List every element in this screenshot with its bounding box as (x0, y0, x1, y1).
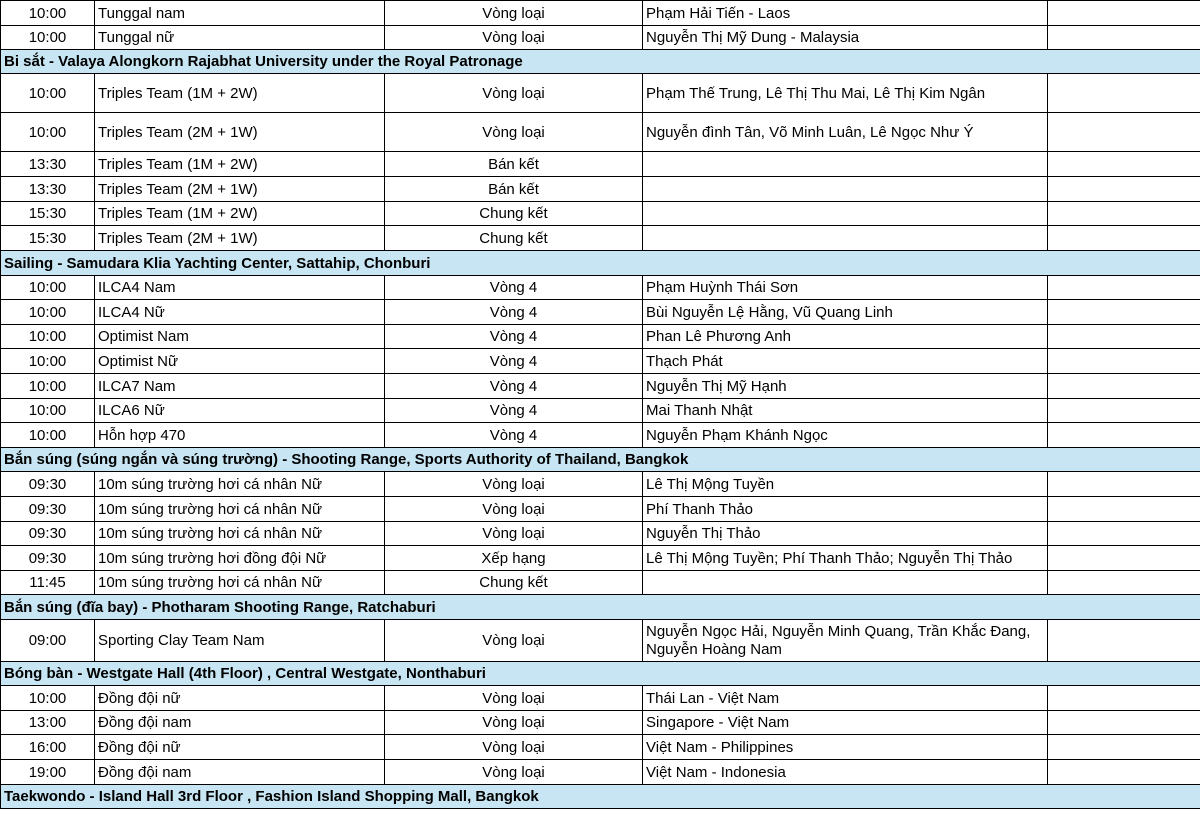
event-cell[interactable]: 10m súng trường hơi đồng đội Nữ (95, 546, 385, 571)
athletes-cell[interactable] (643, 571, 1048, 595)
extra-cell[interactable] (1048, 571, 1200, 595)
schedule-table-body (1, 1, 1200, 809)
round-cell[interactable]: Vòng 4 (385, 300, 643, 325)
event-cell[interactable]: 10m súng trường hơi cá nhân Nữ (95, 571, 385, 595)
round-cell[interactable]: Chung kết (385, 571, 643, 595)
athletes-cell[interactable]: Lê Thị Mộng Tuyền; Phí Thanh Thảo; Nguyễn Thị Thảo (643, 546, 1048, 571)
event-row (1, 202, 1200, 226)
event-row (1, 276, 1200, 300)
athletes-cell[interactable]: Nguyễn Ngọc Hải, Nguyễn Minh Quang, Trần Khắc Đang, Nguyễn Hoàng Nam (643, 620, 1048, 662)
time-cell[interactable]: 09:30 (1, 497, 95, 522)
athletes-cell[interactable]: Nguyễn Thị Mỹ Hạnh (643, 374, 1048, 399)
time-cell[interactable]: 09:30 (1, 522, 95, 546)
event-cell[interactable]: Optimist Nữ (95, 349, 385, 374)
round-cell[interactable]: Vòng loại (385, 620, 643, 662)
section-header-cell[interactable]: Sailing - Samudara Klia Yachting Center, Sattahip, Chonburi (1, 251, 1200, 276)
round-cell[interactable]: Vòng loại (385, 472, 643, 497)
event-row (1, 760, 1200, 785)
time-cell[interactable]: 13:30 (1, 152, 95, 177)
time-cell[interactable]: 09:30 (1, 546, 95, 571)
event-row (1, 300, 1200, 325)
event-cell[interactable]: Đồng đội nam (95, 711, 385, 735)
time-cell[interactable]: 09:00 (1, 620, 95, 662)
extra-cell[interactable] (1048, 113, 1200, 152)
event-row (1, 472, 1200, 497)
round-cell[interactable]: Vòng loại (385, 760, 643, 785)
event-row (1, 711, 1200, 735)
extra-cell[interactable] (1048, 300, 1200, 325)
athletes-cell[interactable]: Phí Thanh Thảo (643, 497, 1048, 522)
event-cell[interactable]: ILCA7 Nam (95, 374, 385, 399)
athletes-cell[interactable]: Lê Thị Mộng Tuyền (643, 472, 1048, 497)
event-cell[interactable]: ILCA6 Nữ (95, 399, 385, 423)
event-row (1, 26, 1200, 50)
time-cell[interactable]: 13:00 (1, 711, 95, 735)
athletes-cell[interactable]: Phạm Hải Tiến - Laos (643, 1, 1048, 26)
round-cell[interactable]: Vòng 4 (385, 399, 643, 423)
event-row (1, 325, 1200, 349)
event-row (1, 374, 1200, 399)
time-cell[interactable]: 10:00 (1, 1, 95, 26)
round-cell[interactable]: Vòng 4 (385, 276, 643, 300)
event-cell[interactable]: 10m súng trường hơi cá nhân Nữ (95, 497, 385, 522)
athletes-cell[interactable]: Nguyễn Thị Thảo (643, 522, 1048, 546)
time-cell[interactable]: 10:00 (1, 113, 95, 152)
time-cell[interactable]: 11:45 (1, 571, 95, 595)
event-cell[interactable]: 10m súng trường hơi cá nhân Nữ (95, 522, 385, 546)
extra-cell[interactable] (1048, 226, 1200, 251)
section-header-row (1, 448, 1200, 472)
event-row (1, 571, 1200, 595)
round-cell[interactable]: Chung kết (385, 202, 643, 226)
round-cell[interactable]: Vòng loại (385, 74, 643, 113)
athletes-cell[interactable]: Việt Nam - Indonesia (643, 760, 1048, 785)
event-row (1, 497, 1200, 522)
event-cell[interactable]: Triples Team (2M + 1W) (95, 226, 385, 251)
time-cell[interactable]: 10:00 (1, 26, 95, 50)
time-cell[interactable]: 13:30 (1, 177, 95, 202)
extra-cell[interactable] (1048, 177, 1200, 202)
time-cell[interactable]: 09:30 (1, 472, 95, 497)
extra-cell[interactable] (1048, 522, 1200, 546)
time-cell[interactable]: 10:00 (1, 349, 95, 374)
athletes-cell[interactable]: Singapore - Việt Nam (643, 711, 1048, 735)
extra-cell[interactable] (1048, 423, 1200, 448)
extra-cell[interactable] (1048, 276, 1200, 300)
section-header-cell[interactable]: Taekwondo - Island Hall 3rd Floor , Fashion Island Shopping Mall, Bangkok (1, 785, 1200, 809)
event-row (1, 399, 1200, 423)
time-cell[interactable]: 10:00 (1, 74, 95, 113)
athletes-cell[interactable] (643, 177, 1048, 202)
event-cell[interactable]: ILCA4 Nam (95, 276, 385, 300)
event-cell[interactable]: Đồng đội nữ (95, 735, 385, 760)
event-row (1, 522, 1200, 546)
athletes-cell[interactable]: Thái Lan - Việt Nam (643, 686, 1048, 711)
round-cell[interactable]: Vòng 4 (385, 349, 643, 374)
event-row (1, 546, 1200, 571)
round-cell[interactable]: Vòng loại (385, 522, 643, 546)
round-cell[interactable]: Vòng loại (385, 735, 643, 760)
event-cell[interactable]: Tunggal nữ (95, 26, 385, 50)
extra-cell[interactable] (1048, 74, 1200, 113)
athletes-cell[interactable]: Phan Lê Phương Anh (643, 325, 1048, 349)
event-cell[interactable]: Optimist Nam (95, 325, 385, 349)
extra-cell[interactable] (1048, 497, 1200, 522)
round-cell[interactable]: Vòng loại (385, 686, 643, 711)
athletes-cell[interactable]: Nguyễn Thị Mỹ Dung - Malaysia (643, 26, 1048, 50)
event-row (1, 423, 1200, 448)
round-cell[interactable]: Bán kết (385, 177, 643, 202)
athletes-cell[interactable]: Thạch Phát (643, 349, 1048, 374)
round-cell[interactable]: Vòng loại (385, 26, 643, 50)
event-cell[interactable]: Sporting Clay Team Nam (95, 620, 385, 662)
event-row (1, 177, 1200, 202)
athletes-cell[interactable]: Mai Thanh Nhật (643, 399, 1048, 423)
round-cell[interactable]: Vòng loại (385, 497, 643, 522)
extra-cell[interactable] (1048, 1, 1200, 26)
event-cell[interactable]: Triples Team (2M + 1W) (95, 113, 385, 152)
time-cell[interactable]: 10:00 (1, 374, 95, 399)
athletes-cell[interactable]: Việt Nam - Philippines (643, 735, 1048, 760)
athletes-cell[interactable] (643, 152, 1048, 177)
extra-cell[interactable] (1048, 152, 1200, 177)
event-row (1, 686, 1200, 711)
time-cell[interactable]: 10:00 (1, 686, 95, 711)
section-header-row (1, 595, 1200, 620)
event-cell[interactable]: 10m súng trường hơi cá nhân Nữ (95, 472, 385, 497)
extra-cell[interactable] (1048, 325, 1200, 349)
time-cell[interactable]: 15:30 (1, 226, 95, 251)
time-cell[interactable]: 10:00 (1, 325, 95, 349)
round-cell[interactable]: Chung kết (385, 226, 643, 251)
extra-cell[interactable] (1048, 202, 1200, 226)
time-cell[interactable]: 10:00 (1, 276, 95, 300)
athletes-cell[interactable]: Nguyễn Phạm Khánh Ngọc (643, 423, 1048, 448)
extra-cell[interactable] (1048, 399, 1200, 423)
round-cell[interactable]: Vòng loại (385, 113, 643, 152)
event-row (1, 226, 1200, 251)
time-cell[interactable]: 10:00 (1, 300, 95, 325)
extra-cell[interactable] (1048, 472, 1200, 497)
athletes-cell[interactable]: Bùi Nguyễn Lệ Hằng, Vũ Quang Linh (643, 300, 1048, 325)
event-cell[interactable]: Tunggal nam (95, 1, 385, 26)
event-cell[interactable]: Triples Team (2M + 1W) (95, 177, 385, 202)
event-row (1, 620, 1200, 662)
athletes-cell[interactable]: Nguyễn đình Tân, Võ Minh Luân, Lê Ngọc Như Ý (643, 113, 1048, 152)
athletes-cell[interactable]: Phạm Thế Trung, Lê Thị Thu Mai, Lê Thị Kim Ngân (643, 74, 1048, 113)
extra-cell[interactable] (1048, 760, 1200, 785)
section-header-cell[interactable]: Bi sắt - Valaya Alongkorn Rajabhat University under the Royal Patronage (1, 50, 1200, 74)
time-cell[interactable]: 10:00 (1, 423, 95, 448)
event-row (1, 152, 1200, 177)
round-cell[interactable]: Vòng 4 (385, 423, 643, 448)
round-cell[interactable]: Bán kết (385, 152, 643, 177)
section-header-cell[interactable]: Bắn súng (súng ngắn và súng trường) - Shooting Range, Sports Authority of Thailand, Bangkok (1, 448, 1200, 472)
extra-cell[interactable] (1048, 620, 1200, 662)
extra-cell[interactable] (1048, 374, 1200, 399)
event-row (1, 74, 1200, 113)
extra-cell[interactable] (1048, 349, 1200, 374)
section-header-row (1, 785, 1200, 809)
extra-cell[interactable] (1048, 735, 1200, 760)
extra-cell[interactable] (1048, 546, 1200, 571)
event-row (1, 113, 1200, 152)
event-row (1, 1, 1200, 26)
event-cell[interactable]: Đồng đội nam (95, 760, 385, 785)
time-cell[interactable]: 10:00 (1, 399, 95, 423)
event-row (1, 735, 1200, 760)
time-cell[interactable]: 15:30 (1, 202, 95, 226)
section-header-row (1, 50, 1200, 74)
extra-cell[interactable] (1048, 26, 1200, 50)
athletes-cell[interactable]: Phạm Huỳnh Thái Sơn (643, 276, 1048, 300)
round-cell[interactable]: Xếp hạng (385, 546, 643, 571)
section-header-cell[interactable]: Bắn súng (đĩa bay) - Photharam Shooting Range, Ratchaburi (1, 595, 1200, 620)
section-header-cell[interactable]: Bóng bàn - Westgate Hall (4th Floor) , Central Westgate, Nonthaburi (1, 662, 1200, 686)
time-cell[interactable]: 16:00 (1, 735, 95, 760)
time-cell[interactable]: 19:00 (1, 760, 95, 785)
section-header-row (1, 251, 1200, 276)
event-cell[interactable]: Triples Team (1M + 2W) (95, 152, 385, 177)
section-header-row (1, 662, 1200, 686)
event-cell[interactable]: Đồng đội nữ (95, 686, 385, 711)
event-cell[interactable]: Triples Team (1M + 2W) (95, 202, 385, 226)
round-cell[interactable]: Vòng 4 (385, 325, 643, 349)
round-cell[interactable]: Vòng loại (385, 711, 643, 735)
round-cell[interactable]: Vòng 4 (385, 374, 643, 399)
athletes-cell[interactable] (643, 202, 1048, 226)
round-cell[interactable]: Vòng loại (385, 1, 643, 26)
event-cell[interactable]: ILCA4 Nữ (95, 300, 385, 325)
event-cell[interactable]: Hỗn hợp 470 (95, 423, 385, 448)
athletes-cell[interactable] (643, 226, 1048, 251)
extra-cell[interactable] (1048, 686, 1200, 711)
event-row (1, 349, 1200, 374)
extra-cell[interactable] (1048, 711, 1200, 735)
event-cell[interactable]: Triples Team (1M + 2W) (95, 74, 385, 113)
